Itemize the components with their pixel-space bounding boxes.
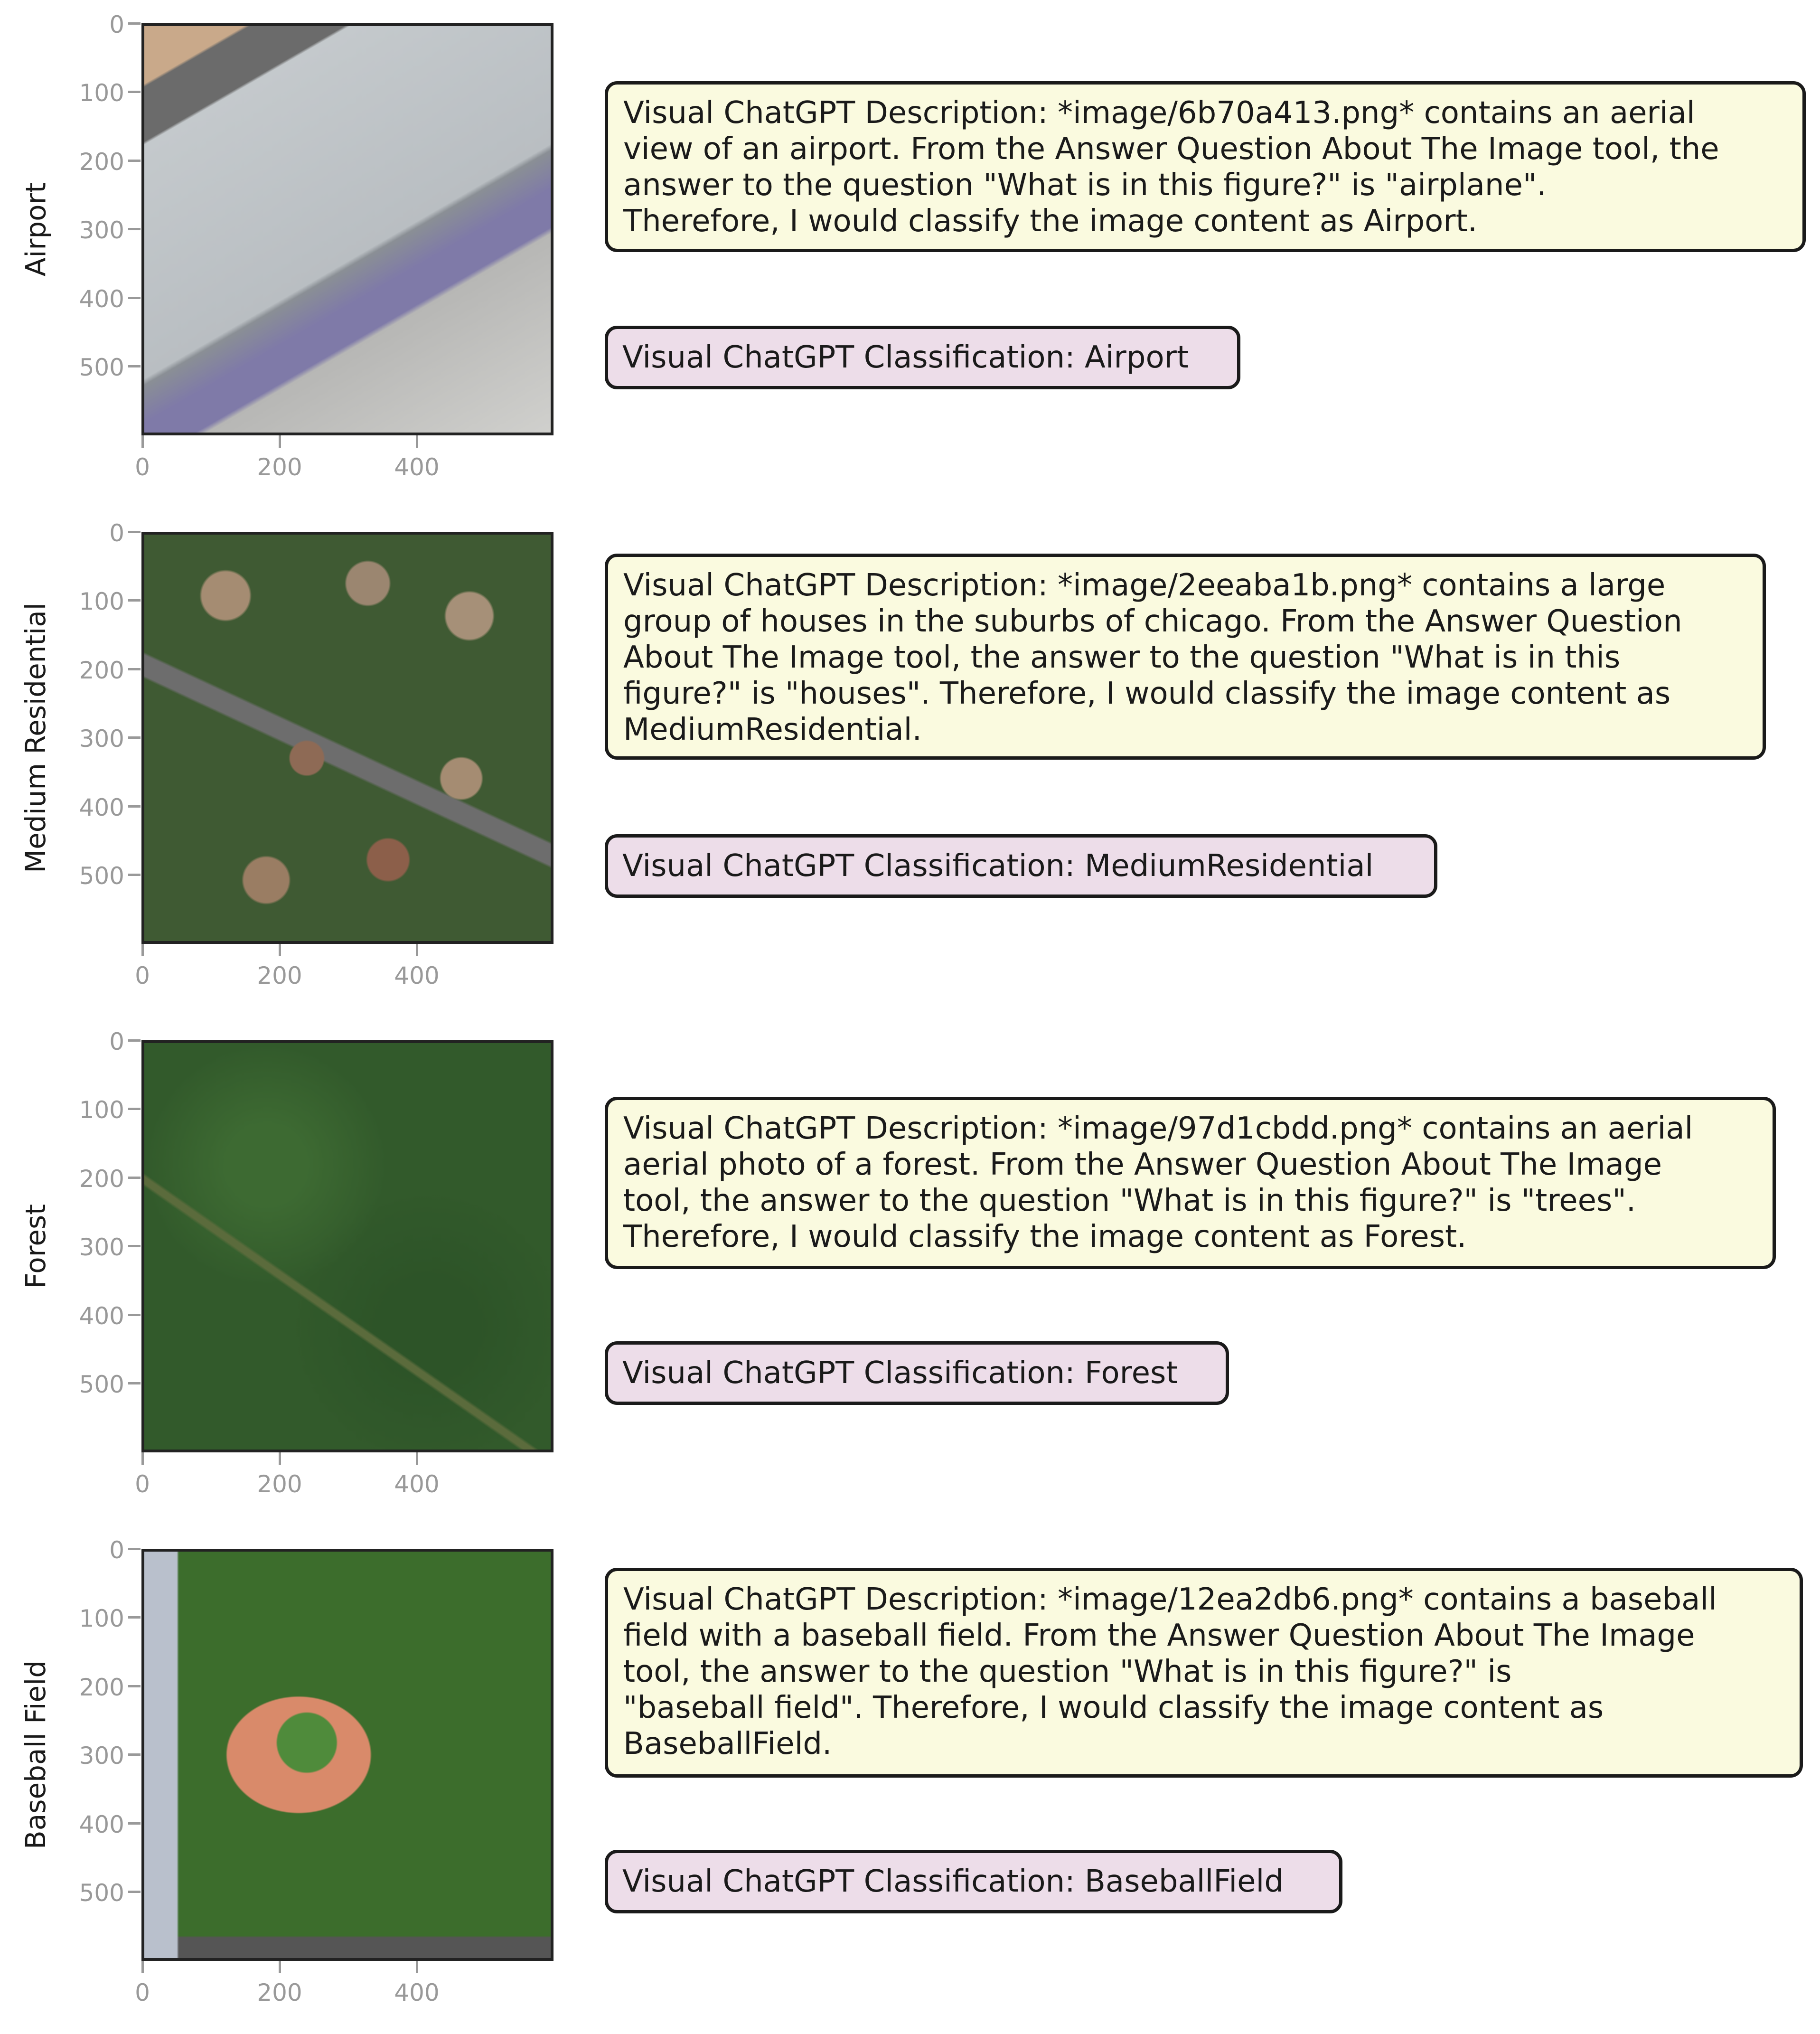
x-tick-label: 200 [257,1470,302,1498]
description-line: group of houses in the suburbs of chicago. From the Answer Question [623,604,1682,639]
y-tick-label: 400 [79,285,124,313]
x-tick [279,1961,281,1973]
classification-box [605,1850,1342,1913]
description-line: view of an airport. From the Answer Question About The Image tool, the [623,132,1719,167]
y-axis-label [19,1040,52,1452]
y-tick [128,1616,141,1619]
y-tick [128,365,141,367]
classification-box [605,326,1240,389]
y-tick [128,736,141,739]
y-tick [128,668,141,670]
y-tick [128,91,141,93]
classification-text: Visual ChatGPT Classification: BaseballField [622,1864,1284,1899]
x-tick [141,1452,144,1465]
description-line: Visual ChatGPT Description: *image/97d1cbdd.png* contains an aerial [623,1111,1693,1146]
y-tick-label: 200 [79,657,124,684]
y-axis-label [19,23,52,435]
row-medium-residential [0,508,1820,1017]
x-tick-label: 0 [135,1979,150,2006]
row-label: Baseball Field [19,1660,52,1850]
x-tick [416,1452,418,1465]
y-tick [128,805,141,808]
description-line: "baseball field". Therefore, I would classify the image content as [623,1690,1604,1725]
description-line: About The Image tool, the answer to the question "What is in this [623,640,1621,675]
y-axis-label [19,532,52,944]
row-label: Medium Residential [19,603,52,873]
y-tick [128,160,141,162]
description-box [605,1097,1776,1269]
row-airport [0,0,1820,508]
y-tick-label: 0 [109,519,124,547]
y-tick-label: 500 [79,354,124,381]
y-tick [128,1314,141,1316]
x-tick-label: 400 [394,962,440,989]
y-tick [128,1685,141,1687]
x-tick-label: 400 [394,1979,440,2006]
y-tick-label: 0 [109,1536,124,1564]
x-tick-label: 0 [135,453,150,481]
y-tick-label: 0 [109,1028,124,1055]
aerial-image-residential [141,532,554,944]
description-line: Therefore, I would classify the image content as Forest. [623,1219,1467,1254]
row-label: Airport [19,182,52,277]
description-line: answer to the question "What is in this figure?" is "airplane". [623,168,1547,203]
y-tick-label: 400 [79,1302,124,1330]
y-tick [128,874,141,876]
description-line: aerial photo of a forest. From the Answer Question About The Image [623,1147,1662,1182]
x-tick-label: 0 [135,962,150,989]
classification-text: Visual ChatGPT Classification: Forest [622,1356,1178,1391]
description-line: MediumResidential. [623,712,922,747]
y-tick-label: 200 [79,1165,124,1193]
x-tick [141,435,144,448]
x-tick-label: 200 [257,962,302,989]
aerial-image-baseball [141,1549,554,1961]
y-tick [128,297,141,299]
description-line: tool, the answer to the question "What is in this figure?" is "trees". [623,1183,1636,1218]
y-tick [128,599,141,602]
description-line: Visual ChatGPT Description: *image/12ea2db6.png* contains a baseball [623,1582,1717,1617]
y-tick [128,1177,141,1179]
x-tick [416,435,418,448]
y-tick [128,1382,141,1384]
description-box [605,81,1806,252]
airport-photo [144,26,551,433]
y-tick [128,1548,141,1550]
y-tick-label: 500 [79,1879,124,1907]
y-tick-label: 500 [79,862,124,890]
y-tick [128,531,141,533]
row-label: Forest [19,1204,52,1289]
aerial-image-forest [141,1040,554,1452]
description-box [605,1568,1803,1778]
y-tick-label: 100 [79,588,124,615]
y-tick-label: 0 [109,11,124,38]
description-line: Visual ChatGPT Description: *image/6b70a413.png* contains an aerial [623,95,1695,131]
y-tick [128,22,141,25]
y-tick-label: 200 [79,1674,124,1701]
x-tick-label: 400 [394,1470,440,1498]
y-tick-label: 100 [79,1096,124,1124]
y-tick [128,1108,141,1110]
baseball-photo [144,1552,551,1958]
description-line: field with a baseball field. From the Answer Question About The Image [623,1618,1695,1653]
y-tick-label: 100 [79,79,124,107]
row-forest [0,1017,1820,1526]
y-tick-label: 300 [79,217,124,244]
x-tick [141,1961,144,1973]
y-tick-label: 300 [79,725,124,753]
x-tick [416,1961,418,1973]
description-line: tool, the answer to the question "What is in this figure?" is [623,1654,1512,1689]
description-box [605,554,1766,760]
row-baseball-field [0,1526,1820,2034]
y-tick-label: 200 [79,148,124,176]
residential-photo [144,535,551,941]
y-tick-label: 400 [79,1811,124,1838]
x-tick [279,1452,281,1465]
description-line: figure?" is "houses". Therefore, I would classify the image content as [623,676,1671,711]
y-tick-label: 100 [79,1605,124,1632]
description-line: Visual ChatGPT Description: *image/2eeaba1b.png* contains a large [623,568,1666,603]
y-tick-label: 500 [79,1371,124,1398]
classification-text: Visual ChatGPT Classification: MediumResidential [622,848,1374,884]
x-tick-label: 200 [257,453,302,481]
x-tick-label: 200 [257,1979,302,2006]
description-line: Therefore, I would classify the image content as Airport. [623,204,1478,239]
y-tick [128,1822,141,1825]
y-tick-label: 300 [79,1234,124,1261]
y-tick-label: 400 [79,794,124,821]
x-tick [141,944,144,956]
classification-box [605,1341,1229,1405]
aerial-image-airport [141,23,554,435]
y-tick [128,1039,141,1042]
y-tick [128,1891,141,1893]
x-tick-label: 400 [394,453,440,481]
x-tick-label: 0 [135,1470,150,1498]
forest-photo [144,1043,551,1450]
x-tick [416,944,418,956]
classification-text: Visual ChatGPT Classification: Airport [622,340,1189,375]
y-tick [128,1245,141,1247]
description-line: BaseballField. [623,1726,832,1761]
y-tick [128,228,141,230]
x-tick [279,944,281,956]
classification-box [605,834,1437,898]
y-axis-label [19,1549,52,1961]
y-tick [128,1753,141,1756]
x-tick [279,435,281,448]
y-tick-label: 300 [79,1742,124,1770]
